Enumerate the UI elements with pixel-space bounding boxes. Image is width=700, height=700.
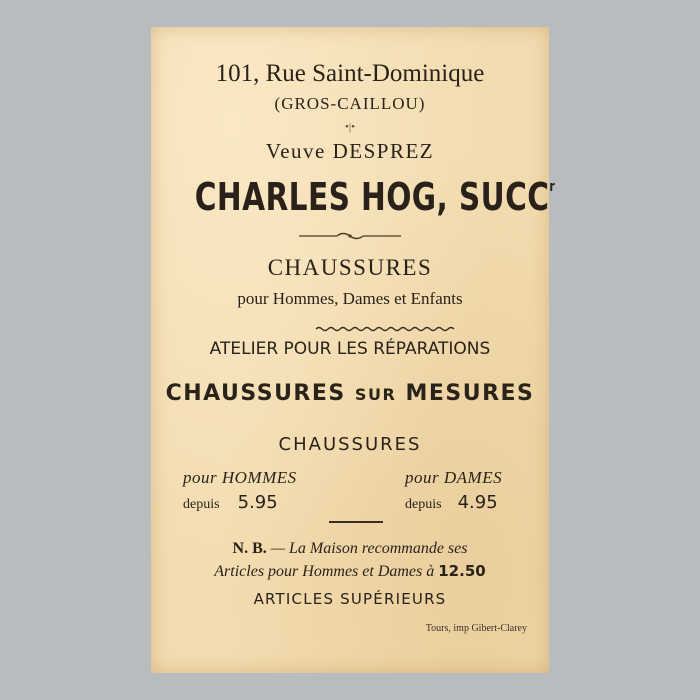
nb-line-2	[151, 562, 549, 581]
women-price-row	[405, 492, 498, 513]
address: 101, Rue Saint-Dominique	[215, 60, 485, 87]
district: (GROS-CAILLOU)	[274, 94, 426, 113]
nb-price: 12.50	[438, 562, 486, 580]
trade-card	[151, 27, 556, 673]
widow-prefix: Veuve	[265, 139, 326, 163]
mesures-word-a: CHAUSSURES	[165, 381, 346, 406]
women-depuis: depuis	[405, 497, 442, 512]
successor-superscript: r	[549, 179, 556, 195]
articles-line: ARTICLES SUPÉRIEURS	[253, 590, 447, 608]
atelier-line: ATELIER POUR LES RÉPARATIONS	[209, 339, 491, 359]
printer-credit: Tours, imp Gibert-Clarey	[425, 623, 527, 634]
men-label: pour HOMMES	[183, 468, 297, 487]
successor-name	[194, 175, 556, 219]
widow-name: DESPREZ	[332, 139, 435, 163]
successor-text: CHARLES HOG, SUCC	[194, 175, 550, 219]
wavy-divider-icon	[151, 320, 549, 328]
flourish-ornament-icon	[151, 229, 549, 241]
mesures-word-b: MESURES	[405, 381, 535, 406]
product-subtitle: pour Hommes, Dames et Enfants	[237, 289, 463, 308]
men-price: 5.95	[237, 492, 278, 513]
women-label: pour DAMES	[405, 468, 503, 487]
mesures-word-sur: SUR	[354, 385, 397, 404]
nb-text-2: Articles pour Hommes et Dames à	[214, 563, 439, 580]
men-depuis: depuis	[183, 497, 220, 512]
small-ornament-icon: •|•	[345, 121, 355, 133]
men-price-row	[183, 492, 278, 513]
product-title: CHAUSSURES	[267, 255, 433, 280]
made-to-measure-line	[151, 381, 549, 406]
widow-line	[151, 139, 549, 164]
divider-rule	[329, 521, 383, 523]
nb-label: N. B.	[232, 540, 267, 557]
prices-title: CHAUSSURES	[278, 434, 422, 455]
women-price: 4.95	[457, 492, 498, 513]
nb-text-1: — La Maison recommande ses	[266, 540, 468, 557]
nb-line-1	[151, 540, 549, 558]
